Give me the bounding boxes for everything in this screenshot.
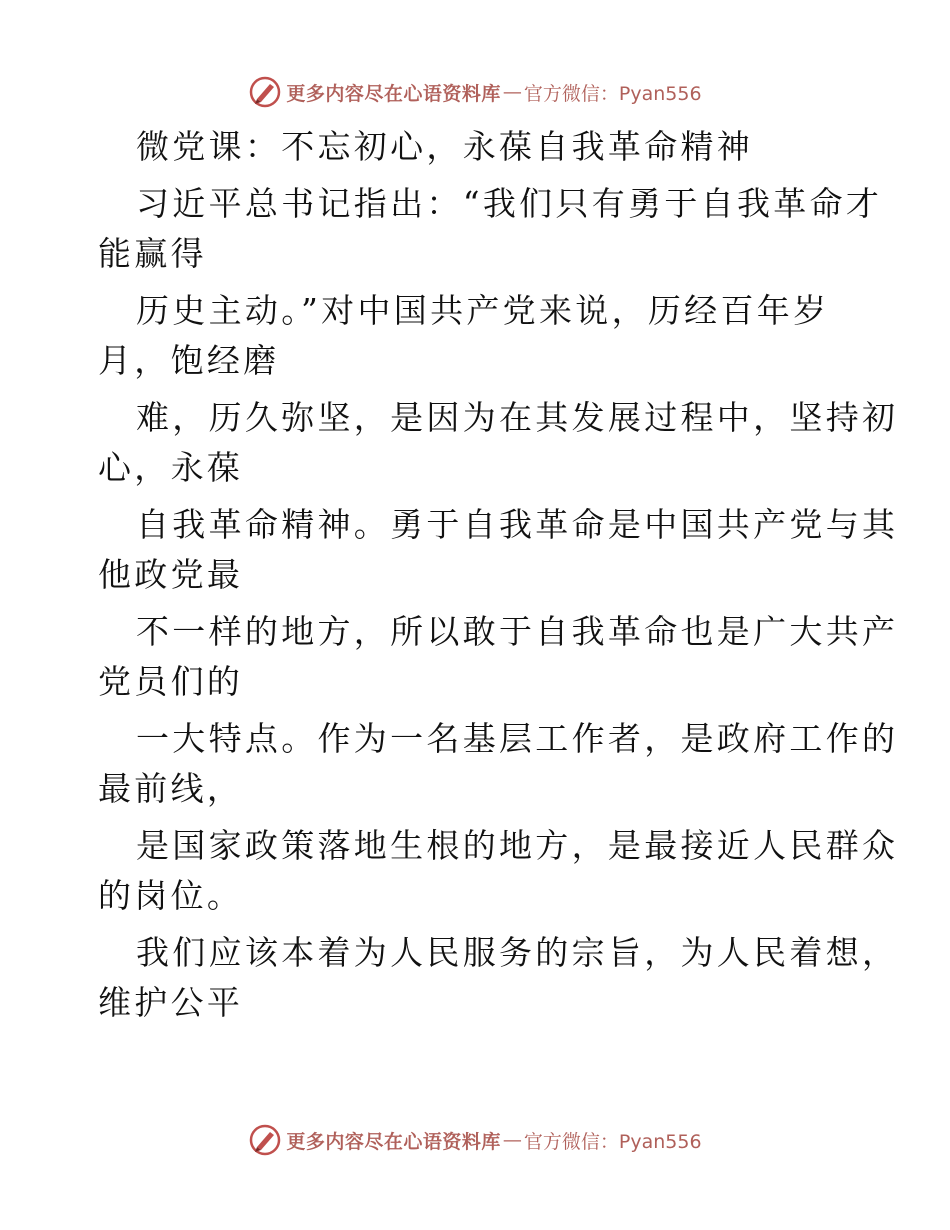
footer-brand-text: 更多内容尽在心语资料库 xyxy=(286,1130,501,1153)
paragraph-line: 不一样的地方，所以敢于自我革命也是广大共产 xyxy=(136,612,899,651)
header-brand-text: 更多内容尽在心语资料库 xyxy=(286,82,501,105)
paragraph-line: 的岗位。 xyxy=(98,876,244,915)
footer-banner xyxy=(0,1120,950,1160)
paragraph-line: 是国家政策落地生根的地方，是最接近人民群众 xyxy=(136,826,899,865)
pen-nib-logo-icon xyxy=(248,1123,282,1157)
header-banner xyxy=(0,72,950,112)
header-separator: — xyxy=(502,81,522,103)
footer-separator: — xyxy=(502,1129,522,1151)
paragraph-line: 习近平总书记指出：“我们只有勇于自我革命才 xyxy=(136,184,883,223)
document-body xyxy=(98,122,899,1028)
paragraph-line: 维护公平 xyxy=(98,983,244,1022)
paragraph-line: 我们应该本着为人民服务的宗旨，为人民着想， xyxy=(136,933,899,972)
paragraph-line: 难，历久弥坚，是因为在其发展过程中，坚持初 xyxy=(136,398,899,437)
paragraph-line: 心，永葆 xyxy=(98,448,244,487)
footer-wechat-text: 官方微信：Pyan556 xyxy=(523,1130,702,1153)
header-wechat-text: 官方微信：Pyan556 xyxy=(523,82,702,105)
paragraph-line: 自我革命精神。勇于自我革命是中国共产党与其 xyxy=(136,505,899,544)
paragraph-line: 他政党最 xyxy=(98,555,244,594)
pen-nib-logo-icon xyxy=(248,75,282,109)
paragraph-line: 一大特点。作为一名基层工作者，是政府工作的 xyxy=(136,719,899,758)
document-title: 微党课：不忘初心，永葆自我革命精神 xyxy=(136,127,754,166)
paragraph-line: 党员们的 xyxy=(98,662,244,701)
paragraph-line: 历史主动。”对中国共产党来说，历经百年岁 xyxy=(136,291,830,330)
paragraph-line: 月，饱经磨 xyxy=(98,341,280,380)
paragraph-line: 最前线， xyxy=(98,769,244,808)
paragraph-line: 能赢得 xyxy=(98,234,207,273)
